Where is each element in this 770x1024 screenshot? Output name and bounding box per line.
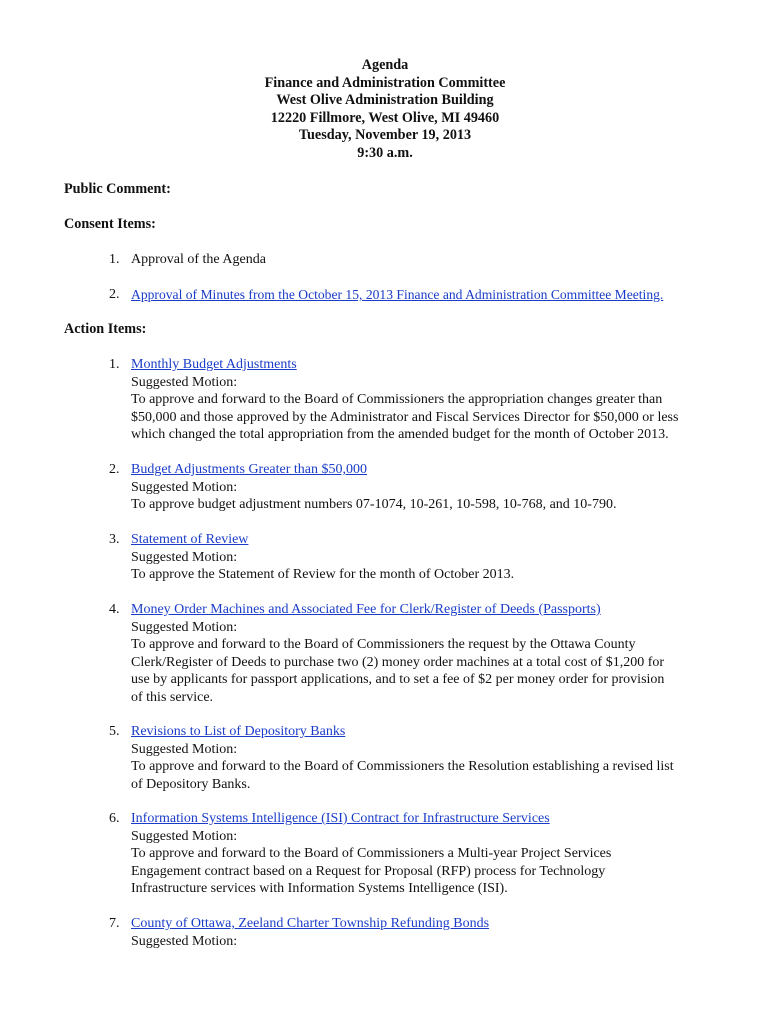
header-time: 9:30 a.m. bbox=[357, 144, 413, 161]
motion-text-line: To approve and forward to the Board of Commissioners the appropriation changes greater than bbox=[131, 392, 663, 408]
motion-text-line: Infrastructure services with Information Systems Intelligence (ISI). bbox=[131, 881, 508, 897]
suggested-motion-label: Suggested Motion: bbox=[131, 741, 238, 757]
motion-text-line: To approve budget adjustment numbers 07-1074, 10-261, 10-598, 10-768, and 10-790. bbox=[131, 497, 617, 513]
header-address: 12220 Fillmore, West Olive, MI 49460 bbox=[270, 109, 500, 126]
motion-text-line: To approve and forward to the Board of Commissioners a Multi-year Project Services bbox=[131, 846, 612, 862]
consent-items-heading: Consent Items: bbox=[64, 216, 156, 232]
action-items-heading: Action Items: bbox=[64, 321, 147, 337]
item-title-link[interactable]: County of Ottawa, Zeeland Charter Township Refunding Bonds bbox=[131, 916, 490, 931]
item-number: 1. bbox=[109, 357, 120, 372]
item-number: 6. bbox=[109, 811, 120, 826]
suggested-motion-label: Suggested Motion: bbox=[131, 619, 238, 635]
item-number: 7. bbox=[109, 916, 120, 931]
suggested-motion-label: Suggested Motion: bbox=[131, 933, 238, 949]
item-title-link[interactable]: Revisions to List of Depository Banks bbox=[131, 724, 346, 739]
motion-text-line: To approve and forward to the Board of Commissioners the request by the Ottawa County bbox=[131, 637, 636, 653]
suggested-motion-label: Suggested Motion: bbox=[131, 549, 238, 565]
motion-text-line: Engagement contract based on a Request for Proposal (RFP) process for Technology bbox=[131, 863, 606, 879]
action-item-body bbox=[131, 461, 711, 514]
motion-text-line: use by applicants for passport applications, and to set a fee of $2 per money order for provision bbox=[131, 672, 665, 688]
action-item-body bbox=[131, 531, 711, 584]
header-title: Agenda bbox=[361, 57, 409, 73]
motion-text-line: To approve and forward to the Board of Commissioners the Resolution establishing a revised list bbox=[131, 759, 674, 775]
item-title-link[interactable]: Money Order Machines and Associated Fee for Clerk/Register of Deeds (Passports) bbox=[131, 602, 601, 617]
suggested-motion-label: Suggested Motion: bbox=[131, 374, 238, 390]
item-number: 3. bbox=[109, 532, 120, 547]
minutes-link[interactable]: Approval of Minutes from the October 15, 2013 Finance and Administration Committee Meeting. bbox=[131, 287, 664, 302]
header-building: West Olive Administration Building bbox=[276, 92, 494, 109]
motion-text-line: of Depository Banks. bbox=[131, 776, 251, 792]
motion-text-line: of this service. bbox=[131, 689, 214, 705]
item-number: 1. bbox=[109, 252, 120, 267]
agenda-header bbox=[0, 57, 770, 163]
suggested-motion-label: Suggested Motion: bbox=[131, 479, 238, 495]
item-title-link[interactable]: Budget Adjustments Greater than $50,000 bbox=[131, 462, 368, 477]
motion-text-line: Clerk/Register of Deeds to purchase two (2) money order machines at a total cost of $1,200 for bbox=[131, 654, 665, 670]
motion-text-line: To approve the Statement of Review for the month of October 2013. bbox=[131, 567, 515, 583]
action-item-body bbox=[131, 723, 711, 793]
item-number: 2. bbox=[109, 462, 120, 477]
action-item-body bbox=[131, 915, 711, 950]
public-comment-heading: Public Comment: bbox=[64, 181, 171, 197]
item-title-link[interactable]: Statement of Review bbox=[131, 532, 249, 547]
consent-item-body bbox=[131, 286, 711, 304]
suggested-motion-label: Suggested Motion: bbox=[131, 828, 238, 844]
item-number: 5. bbox=[109, 724, 120, 739]
motion-text-line: which changed the total appropriation from the amended budget for the month of October 2013. bbox=[131, 427, 669, 443]
item-number: 2. bbox=[109, 287, 120, 302]
header-committee: Finance and Administration Committee bbox=[264, 74, 506, 91]
action-item-body bbox=[131, 601, 711, 707]
item-title-link[interactable]: Monthly Budget Adjustments bbox=[131, 357, 297, 372]
item-title-link[interactable]: Information Systems Intelligence (ISI) Contract for Infrastructure Services bbox=[131, 811, 550, 826]
motion-text-line: $50,000 and those approved by the Administrator and Fiscal Services Director for $50,000 or less bbox=[131, 409, 679, 425]
consent-item-text: Approval of the Agenda bbox=[131, 252, 266, 267]
action-item-body bbox=[131, 810, 711, 898]
item-number: 4. bbox=[109, 602, 120, 617]
action-item-body bbox=[131, 356, 711, 444]
header-date: Tuesday, November 19, 2013 bbox=[298, 127, 472, 144]
